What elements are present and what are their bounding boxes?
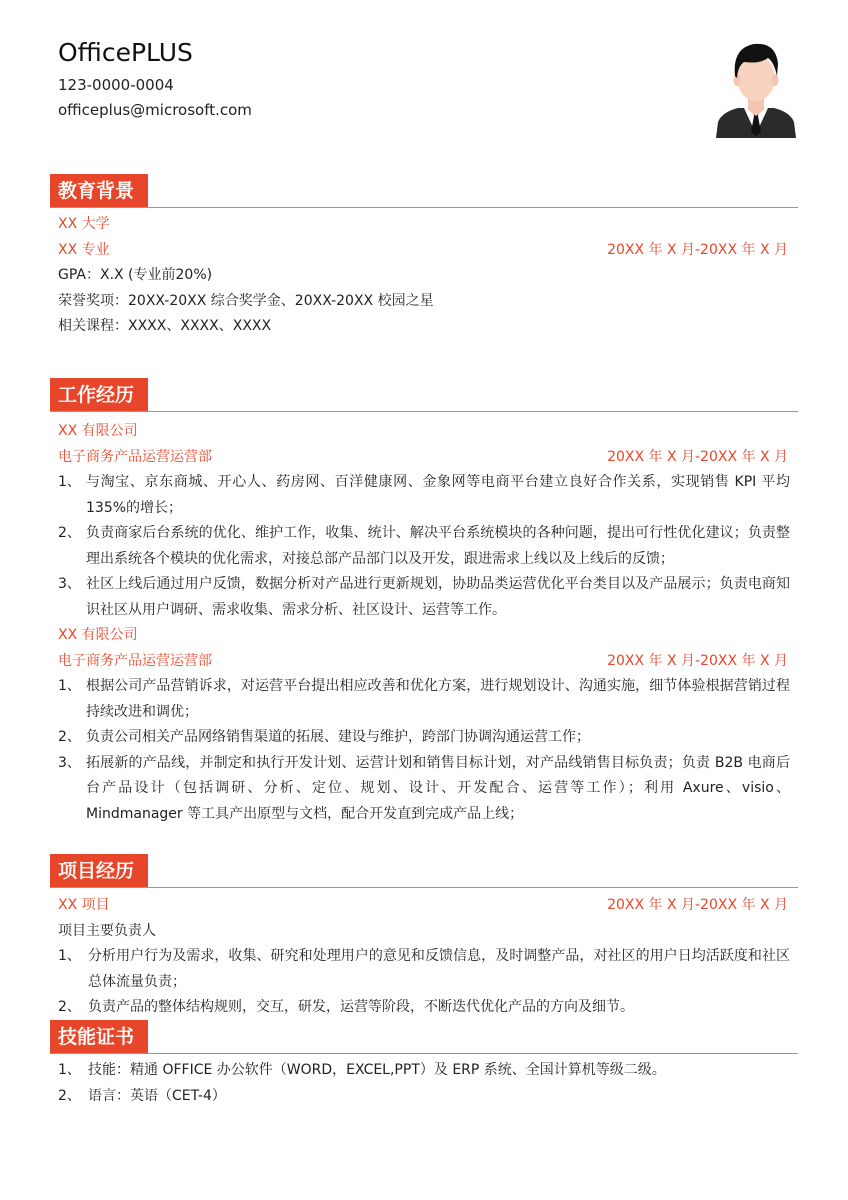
company-name: XX 有限公司 — [58, 627, 138, 643]
gpa-line: GPA：X.X (专业前20%) — [58, 267, 213, 283]
major-name: XX 专业 — [58, 241, 110, 258]
skills-section — [50, 1020, 798, 1109]
phone-number: 123-0000-0004 — [58, 76, 174, 94]
work-heading: 工作经历 — [50, 378, 148, 412]
company-name: XX 有限公司 — [58, 423, 138, 439]
list-item: 1、 分析用户行为及需求，收集、研究和处理用户的意见和反馈信息，及时调整产品，对社区的用户日均活跃度和社区总体流量负责； — [58, 948, 790, 990]
list-item: 2、 负责公司相关产品网络销售渠道的拓展、建设与维护，跨部门协调沟通运营工作； — [58, 729, 590, 745]
list-item: 2、 负责产品的整体结构规则，交互，研发，运营等阶段，不断迭代优化产品的方向及细节。 — [58, 999, 634, 1015]
list-item: 2、 负责商家后台系统的优化、维护工作，收集、统计、解决平台系统模块的各种问题，提出可行性优化建议；负责整理出系统各个模块的优化需求，对接总部产品部门以及开发，跟进需求上线以及上线后的反馈； — [58, 525, 790, 567]
list-item: 1、 根据公司产品营销诉求，对运营平台提出相应改善和优化方案，进行规划设计、沟通实施，细节体验根据营销过程持续改进和调优； — [58, 678, 790, 720]
job-date: 20XX 年 X 月-20XX 年 X 月 — [607, 448, 788, 465]
major-row — [50, 238, 798, 264]
project-section — [50, 854, 798, 1021]
section-divider — [50, 1053, 798, 1054]
list-item: 1、 与淘宝、京东商城、开心人、药房网、百洋健康网、金象网等电商平台建立良好合作关系，实现销售 KPI 平均 135%的增长； — [58, 474, 790, 516]
section-divider — [50, 887, 798, 888]
list-item: 3、 社区上线后通过用户反馈，数据分析对产品进行更新规划，协助品类运营优化平台类目以及产品展示；负责电商知识社区从用户调研、需求收集、需求分析、社区设计、运营等工作。 — [58, 576, 790, 618]
section-divider — [50, 411, 798, 412]
list-item: 1、 技能：精通 OFFICE 办公软件（WORD，EXCEL,PPT）及 ERP 系统、全国计算机等级二级。 — [58, 1062, 666, 1078]
email-address: officeplus@microsoft.com — [58, 101, 252, 119]
project-role: 项目主要负责人 — [58, 922, 156, 939]
dept-row — [50, 649, 798, 675]
department-name: 电子商务产品运营运营部 — [58, 652, 212, 669]
department-name: 电子商务产品运营运营部 — [58, 448, 212, 465]
list-item: 2、 语言：英语（CET-4） — [58, 1087, 226, 1104]
work-section — [50, 378, 798, 827]
job-date: 20XX 年 X 月-20XX 年 X 月 — [607, 652, 788, 669]
dept-row — [50, 445, 798, 471]
project-row — [50, 893, 798, 919]
male-avatar-icon — [714, 34, 798, 138]
resume-name: OfficePLUS — [58, 38, 193, 67]
list-item: 3、 拓展新的产品线，并制定和执行开发计划、运营计划和销售目标计划，对产品线销售目标负责；负责 B2B 电商后台产品设计（包括调研、分析、定位、规划、设计、开发配合、运营等工作）；利用 Axure、visio、Mindmanager 等工具产出原型与文档，配合开发直到完成产品上线； — [58, 754, 790, 822]
skills-heading: 技能证书 — [50, 1020, 148, 1054]
project-heading: 项目经历 — [50, 854, 148, 888]
project-date: 20XX 年 X 月-20XX 年 X 月 — [607, 897, 788, 913]
education-heading: 教育背景 — [50, 174, 148, 208]
education-section — [50, 174, 798, 340]
honors-line: 荣誉奖项：20XX-20XX 综合奖学金、20XX-20XX 校园之星 — [58, 292, 434, 309]
courses-line: 相关课程：XXXX、XXXX、XXXX — [58, 318, 272, 334]
section-divider — [50, 207, 798, 208]
school-name: XX 大学 — [58, 216, 110, 232]
education-date: 20XX 年 X 月-20XX 年 X 月 — [607, 241, 788, 258]
project-name: XX 项目 — [58, 897, 110, 913]
